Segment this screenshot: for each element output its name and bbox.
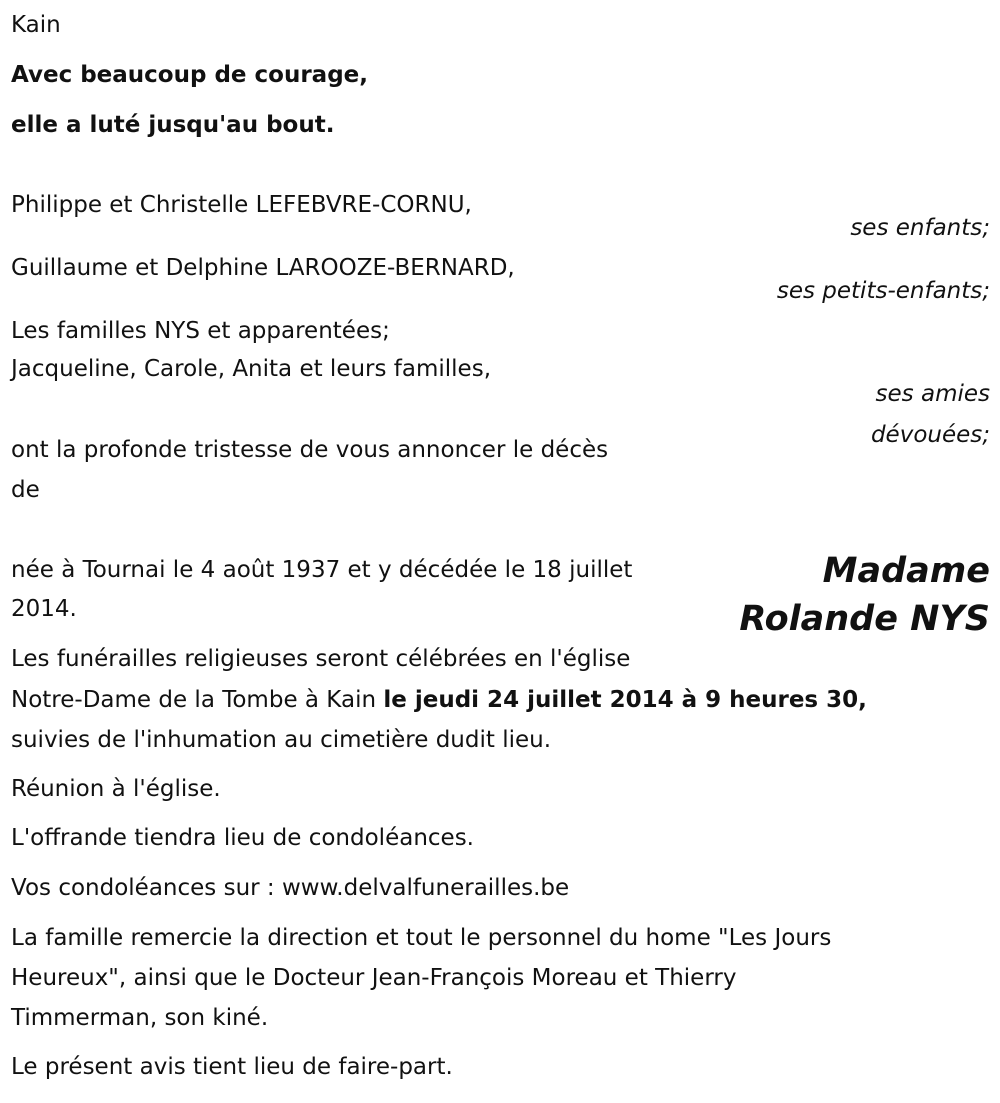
city-name: Kain — [11, 12, 61, 38]
funeral-line-1: Les funérailles religieuses seront célébrées en l'église — [11, 646, 631, 672]
offering-note: L'offrande tiendra lieu de condoléances. — [11, 825, 474, 851]
funeral-datetime: le jeudi 24 juillet 2014 à 9 heures 30, — [383, 687, 867, 713]
friends-role-line-1: ses amies — [875, 381, 990, 407]
friends-names: Jacqueline, Carole, Anita et leurs familles, — [11, 356, 492, 382]
birth-death-line-2: 2014. — [11, 596, 77, 622]
funeral-line-2 — [11, 687, 867, 713]
funeral-church: Notre-Dame de la Tombe à Kain — [11, 687, 384, 713]
deceased-name: Rolande NYS — [739, 599, 990, 639]
funeral-line-3: suivies de l'inhumation au cimetière dudit lieu. — [11, 727, 552, 753]
motto-line-2: elle a luté jusqu'au bout. — [11, 112, 335, 138]
thanks-line-1: La famille remercie la direction et tout le personnel du home "Les Jours — [11, 925, 832, 951]
thanks-line-3: Timmerman, son kiné. — [11, 1005, 269, 1031]
children-names: Philippe et Christelle LEFEBVRE-CORNU, — [11, 192, 472, 218]
friends-role-line-2: dévouées; — [870, 422, 990, 448]
birth-death-line-1: née à Tournai le 4 août 1937 et y décédée le 18 juillet — [11, 557, 633, 583]
motto-line-1: Avec beaucoup de courage, — [11, 62, 368, 88]
closing-note: Le présent avis tient lieu de faire-part. — [11, 1054, 453, 1080]
announcement-line-1: ont la profonde tristesse de vous annoncer le décès — [11, 437, 609, 463]
grandchildren-role: ses petits-enfants; — [776, 278, 990, 304]
thanks-line-2: Heureux", ainsi que le Docteur Jean-François Moreau et Thierry — [11, 965, 737, 991]
announcement-line-2: de — [11, 477, 40, 503]
condolences-note: Vos condoléances sur : www.delvalfunerailles.be — [11, 875, 570, 901]
grandchildren-names: Guillaume et Delphine LAROOZE-BERNARD, — [11, 255, 515, 281]
children-role: ses enfants; — [850, 215, 990, 241]
relatives-line: Les familles NYS et apparentées; — [11, 318, 390, 344]
meeting-note: Réunion à l'église. — [11, 776, 221, 802]
deceased-title: Madame — [822, 551, 990, 591]
